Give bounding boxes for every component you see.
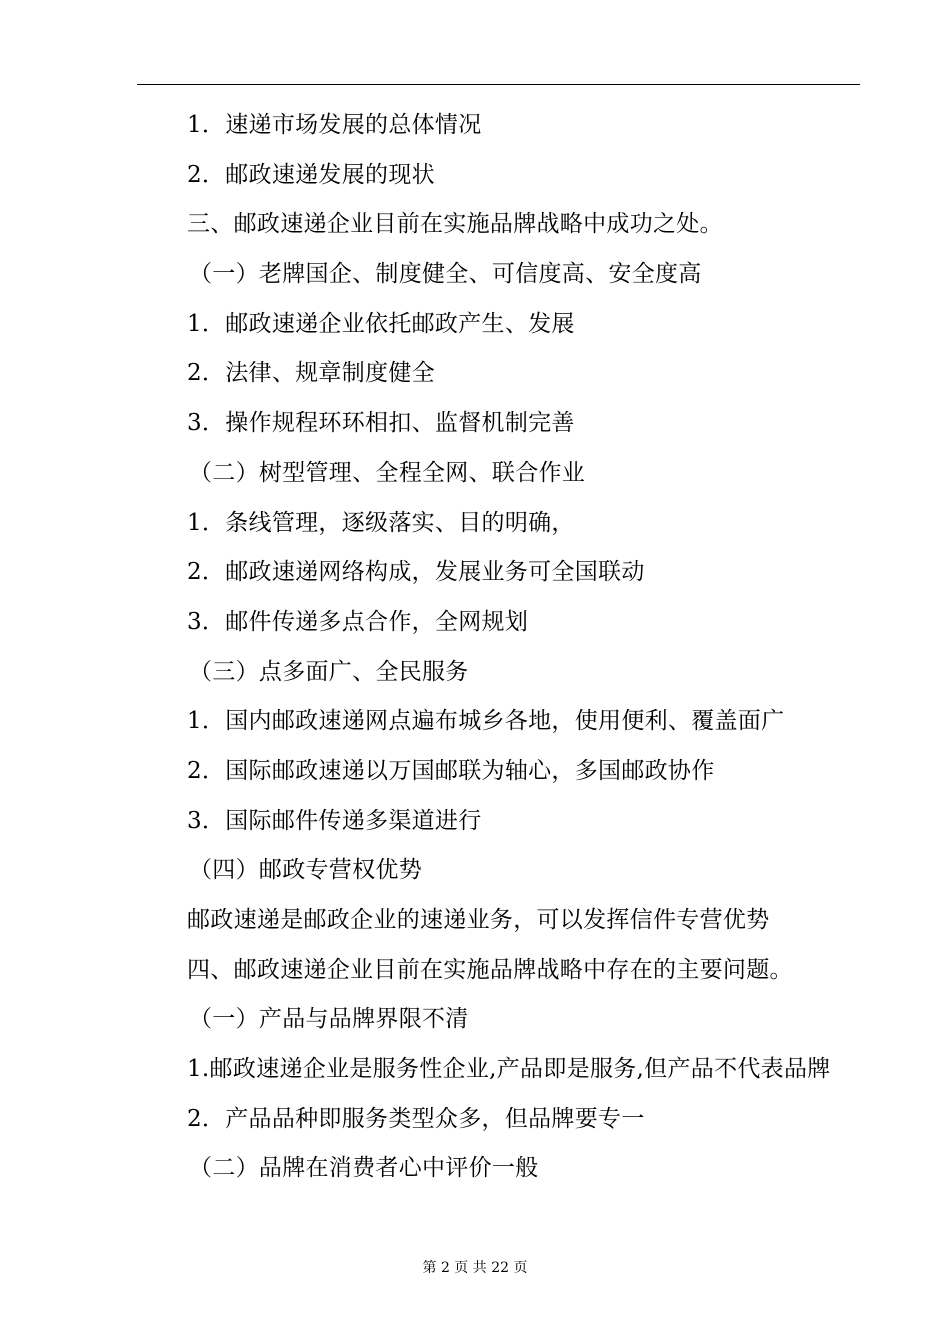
list-item: 1．速递市场发展的总体情况 — [187, 112, 482, 138]
page-number: 第 2 页 共 22 页 — [422, 1260, 528, 1276]
paragraph: 1.邮政速递企业是服务性企业,产品即是服务,但产品不代表品牌 — [187, 1056, 831, 1083]
list-item: 2．产品品种即服务类型众多，但品牌要专一 — [187, 1105, 645, 1132]
subsection-heading: （一）产品与品牌界限不清 — [189, 1006, 469, 1033]
list-item: 2．邮政速递发展的现状 — [187, 161, 435, 188]
section-heading: 三、邮政速递企业目前在实施品牌战略中成功之处。 — [187, 211, 723, 238]
list-item: 1．邮政速递企业依托邮政产生、发展 — [187, 310, 575, 337]
subsection-heading: （一）老牌国企、制度健全、可信度高、安全度高 — [189, 261, 702, 288]
list-item: 3．邮件传递多点合作，全网规划 — [187, 608, 529, 635]
list-item: 2．邮政速递网络构成，发展业务可全国联动 — [187, 559, 645, 586]
subsection-heading: （二）树型管理、全程全网、联合作业 — [189, 459, 586, 486]
section-heading: 四、邮政速递企业目前在实施品牌战略中存在的主要问题。 — [187, 956, 793, 983]
list-item: 3．国际邮件传递多渠道进行 — [187, 807, 482, 834]
subsection-heading: （二）品牌在消费者心中评价一般 — [189, 1155, 539, 1182]
paragraph: 邮政速递是邮政企业的速递业务，可以发挥信件专营优势 — [187, 907, 770, 933]
subsection-heading: （四）邮政专营权优势 — [189, 857, 422, 884]
list-item: 2．法律、规章制度健全 — [187, 360, 435, 387]
header-rule — [137, 84, 860, 85]
list-item: 2．国际邮政速递以万国邮联为轴心，多国邮政协作 — [187, 757, 715, 784]
list-item: 1．条线管理，逐级落实、目的明确， — [187, 509, 575, 536]
list-item: 3．操作规程环环相扣、监督机制完善 — [187, 410, 575, 437]
subsection-heading: （三）点多面广、全民服务 — [189, 658, 469, 685]
list-item: 1．国内邮政速递网点遍布城乡各地，使用便利、覆盖面广 — [187, 708, 785, 735]
document-body — [137, 101, 860, 1194]
